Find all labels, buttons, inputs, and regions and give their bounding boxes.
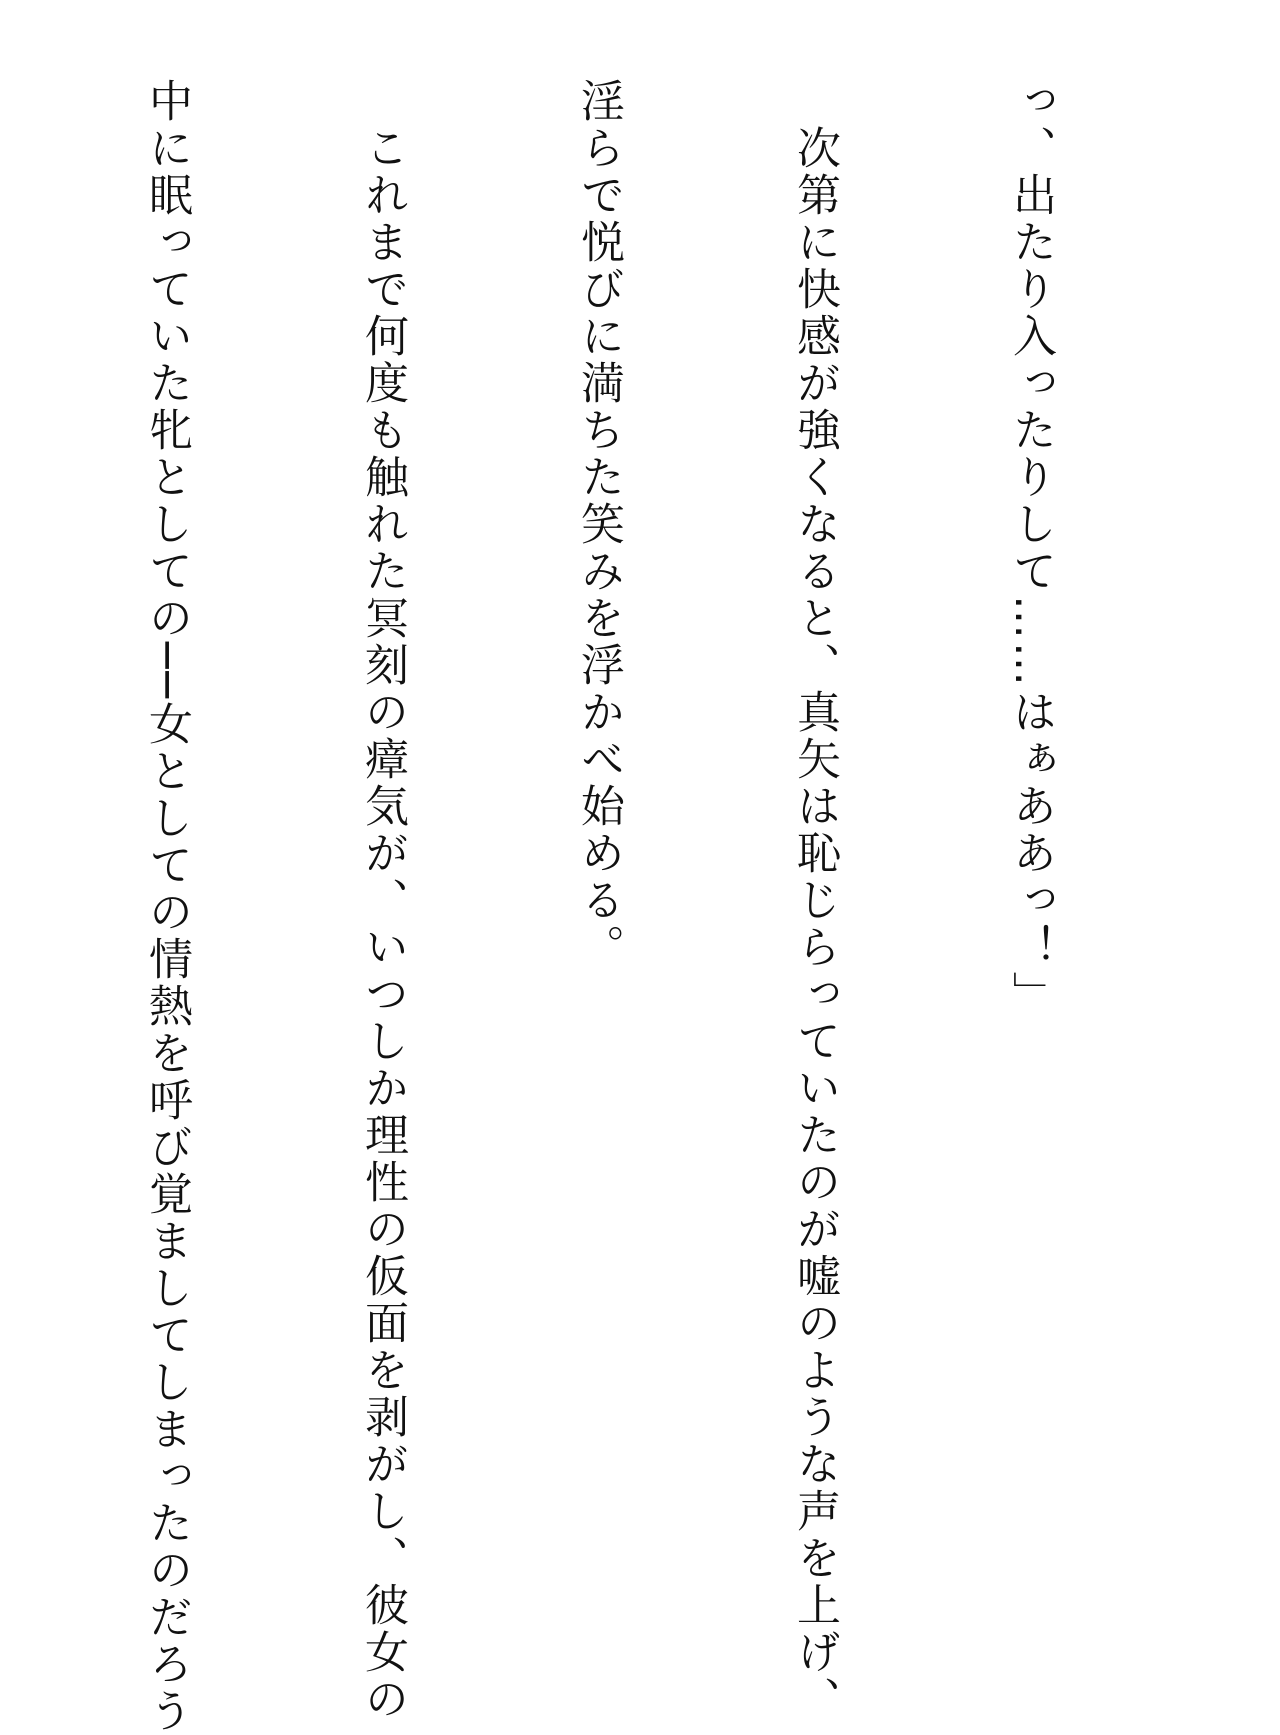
text-line: 次第に快感が強くなると、真矢は恥じらっていたのが嘘のような声を上げ、	[789, 78, 840, 1723]
text-line: 淫らで悦びに満ちた笑みを浮かべ始める。	[573, 78, 624, 971]
vertical-text-body	[0, 78, 1210, 1735]
text-line: 中に眠っていた牝としての──女としての情熱を呼び覚ましてしまったのだろう	[141, 78, 192, 1735]
text-line: っ、出たり入ったりして……はぁああっ！」	[1005, 78, 1056, 1018]
text-line: これまで何度も触れた冥刻の瘴気が、いつしか理性の仮面を剥がし、彼女の	[357, 78, 408, 1723]
